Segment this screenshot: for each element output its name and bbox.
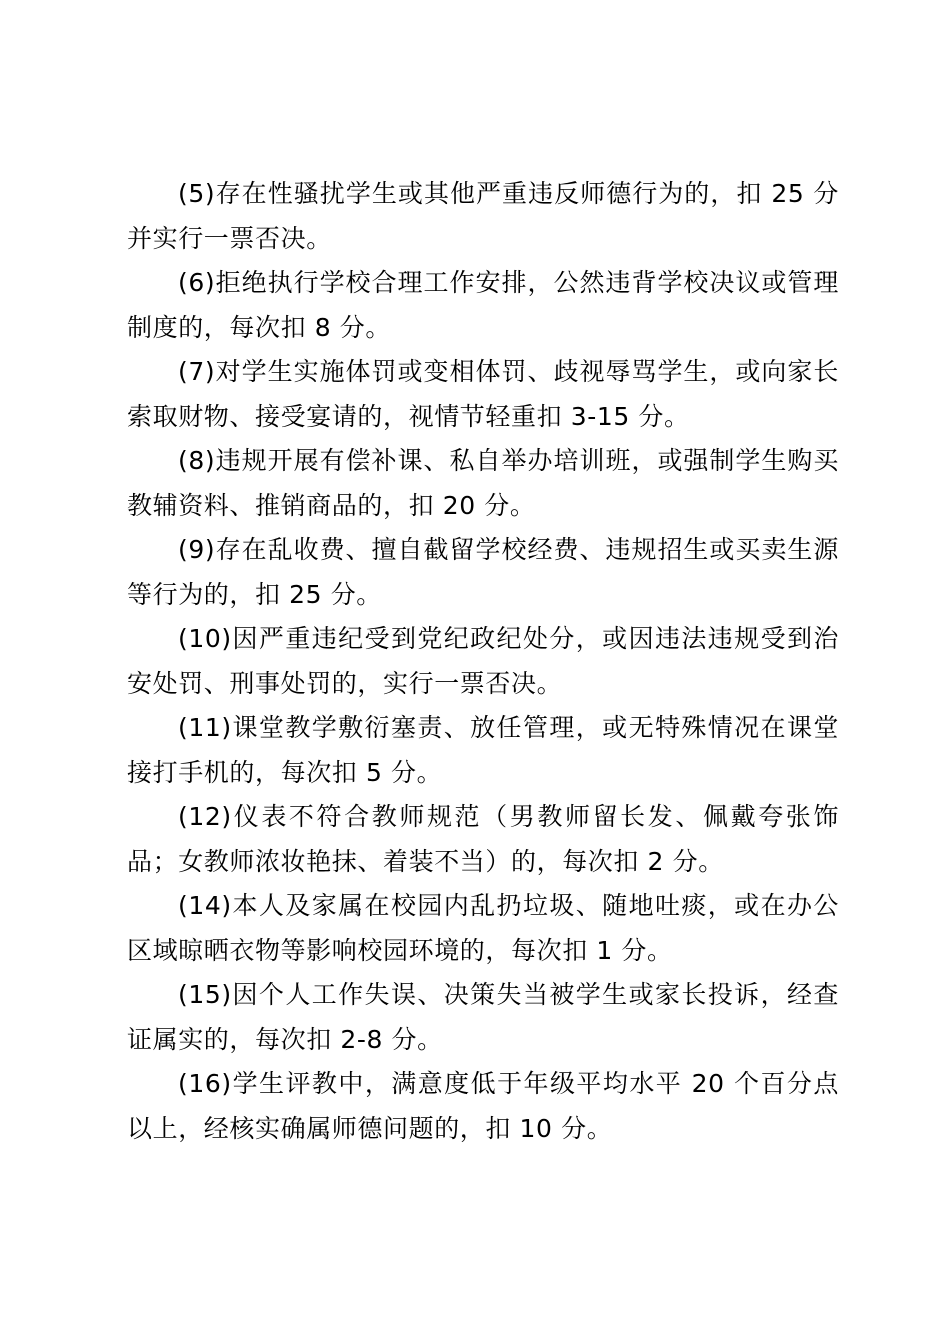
clause-5: (5)存在性骚扰学生或其他严重违反师德行为的，扣 25 分并实行一票否决。: [127, 179, 839, 253]
clause-14: (14)本人及家属在校园内乱扔垃圾、随地吐痰，或在办公区域晾晒衣物等影响校园环境的，每次扣 1 分。: [127, 891, 839, 965]
clause-6: (6)拒绝执行学校合理工作安排，公然违背学校决议或管理制度的，每次扣 8 分。: [127, 268, 839, 342]
clause-10: (10)因严重违纪受到党纪政纪处分，或因违法违规受到治安处罚、刑事处罚的，实行一票否决。: [127, 624, 839, 698]
clause-8: (8)违规开展有偿补课、私自举办培训班，或强制学生购买教辅资料、推销商品的，扣 20 分。: [127, 446, 839, 520]
clause-12: (12)仪表不符合教师规范（男教师留长发、佩戴夸张饰品；女教师浓妆艳抹、着装不当）的，每次扣 2 分。: [127, 802, 839, 876]
clause-7: (7)对学生实施体罚或变相体罚、歧视辱骂学生，或向家长索取财物、接受宴请的，视情节轻重扣 3-15 分。: [127, 357, 839, 431]
clause-16: (16)学生评教中，满意度低于年级平均水平 20 个百分点以上，经核实确属师德问题的，扣 10 分。: [127, 1069, 839, 1143]
clause-9: (9)存在乱收费、擅自截留学校经费、违规招生或买卖生源等行为的，扣 25 分。: [127, 535, 839, 609]
clause-11: (11)课堂教学敷衍塞责、放任管理，或无特殊情况在课堂接打手机的，每次扣 5 分。: [127, 713, 839, 787]
clause-15: (15)因个人工作失误、决策失当被学生或家长投诉，经查证属实的，每次扣 2-8 分。: [127, 980, 839, 1054]
document-body: [127, 172, 839, 1151]
